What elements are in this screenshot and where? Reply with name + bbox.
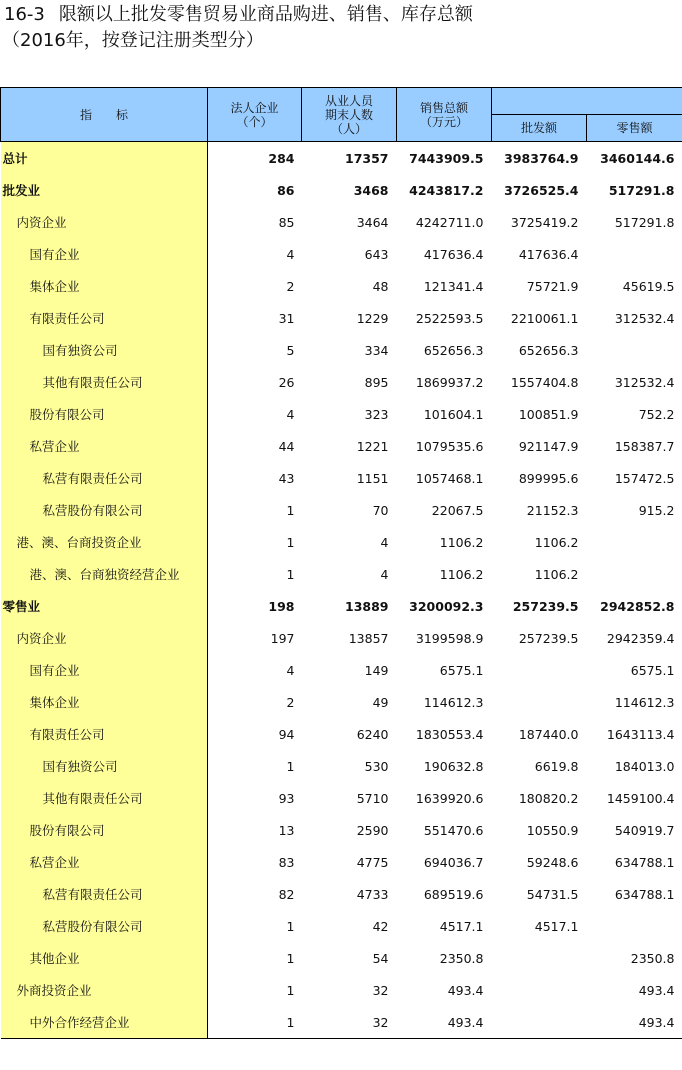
cell-employees: 6240 bbox=[356, 726, 389, 742]
cell-units: 26 bbox=[278, 374, 295, 390]
cell-employees: 3468 bbox=[353, 182, 389, 198]
cell-employees: 334 bbox=[364, 342, 389, 358]
cell-wholesale: 1106.2 bbox=[534, 534, 579, 550]
cell-retail bbox=[587, 334, 682, 366]
row-indicator: 其他有限责任公司 bbox=[1, 366, 208, 398]
cell-retail: 114612.3 bbox=[614, 694, 675, 710]
cell-units: 13 bbox=[278, 822, 295, 838]
cell-units: 93 bbox=[278, 790, 295, 806]
statistics-table bbox=[0, 87, 682, 1039]
cell-employees: 42 bbox=[372, 918, 389, 934]
cell-retail: 3460144.6 bbox=[600, 150, 675, 166]
table-row bbox=[1, 686, 682, 718]
header-wholesale: 批发额 bbox=[492, 115, 587, 142]
row-indicator: 集体企业 bbox=[1, 270, 208, 302]
header-employees bbox=[302, 88, 397, 142]
row-indicator: 中外合作经营企业 bbox=[1, 1006, 208, 1039]
row-indicator: 私营股份有限公司 bbox=[1, 910, 208, 942]
cell-retail bbox=[587, 558, 682, 590]
cell-employees: 895 bbox=[364, 374, 389, 390]
cell-units: 4 bbox=[286, 246, 295, 262]
row-indicator: 零售业 bbox=[1, 590, 208, 622]
cell-wholesale: 6619.8 bbox=[534, 758, 579, 774]
cell-wholesale: 54731.5 bbox=[526, 886, 579, 902]
row-indicator: 内资企业 bbox=[1, 206, 208, 238]
cell-retail: 634788.1 bbox=[614, 854, 675, 870]
table-row bbox=[1, 302, 682, 334]
cell-sales: 493.4 bbox=[447, 982, 484, 998]
cell-employees: 2590 bbox=[356, 822, 389, 838]
cell-employees: 149 bbox=[364, 662, 389, 678]
cell-employees: 32 bbox=[302, 1006, 397, 1039]
cell-sales: 1106.2 bbox=[439, 566, 484, 582]
row-indicator: 私营有限责任公司 bbox=[1, 878, 208, 910]
cell-sales: 4242711.0 bbox=[415, 214, 484, 230]
cell-wholesale: 2210061.1 bbox=[510, 310, 579, 326]
cell-units: 4 bbox=[286, 406, 295, 422]
cell-units: 43 bbox=[278, 470, 295, 486]
cell-units: 1 bbox=[286, 566, 295, 582]
cell-employees: 49 bbox=[372, 694, 389, 710]
table-header bbox=[1, 88, 682, 142]
cell-employees: 48 bbox=[372, 278, 389, 294]
cell-retail: 493.4 bbox=[587, 1006, 682, 1039]
cell-sales: 121341.4 bbox=[423, 278, 484, 294]
table-subtitle: （2016年，按登记注册类型分） bbox=[2, 30, 264, 51]
cell-employees: 1221 bbox=[356, 438, 389, 454]
cell-employees: 1229 bbox=[356, 310, 389, 326]
cell-wholesale: 921147.9 bbox=[518, 438, 579, 454]
cell-sales: 7443909.5 bbox=[409, 150, 484, 166]
header-sales-total-text: 销售总额 （万元） bbox=[419, 100, 468, 129]
row-indicator: 股份有限公司 bbox=[1, 814, 208, 846]
row-indicator: 私营有限责任公司 bbox=[1, 462, 208, 494]
cell-retail: 2942359.4 bbox=[606, 630, 675, 646]
cell-employees: 70 bbox=[372, 502, 389, 518]
cell-retail: 915.2 bbox=[638, 502, 675, 518]
cell-wholesale: 21152.3 bbox=[526, 502, 579, 518]
table-row bbox=[1, 942, 682, 974]
table-row bbox=[1, 654, 682, 686]
cell-retail: 158387.7 bbox=[614, 438, 675, 454]
row-indicator: 内资企业 bbox=[1, 622, 208, 654]
table-row bbox=[1, 462, 682, 494]
cell-retail: 517291.8 bbox=[614, 214, 675, 230]
cell-sales: 493.4 bbox=[397, 1006, 492, 1039]
header-legal-units-text: 法人企业 （个） bbox=[230, 100, 279, 129]
cell-employees: 32 bbox=[372, 982, 389, 998]
cell-sales: 22067.5 bbox=[431, 502, 484, 518]
cell-sales: 190632.8 bbox=[423, 758, 484, 774]
cell-units: 1 bbox=[286, 950, 295, 966]
cell-retail: 634788.1 bbox=[614, 886, 675, 902]
cell-sales: 689519.6 bbox=[423, 886, 484, 902]
cell-retail: 184013.0 bbox=[614, 758, 675, 774]
table-row bbox=[1, 334, 682, 366]
cell-retail: 6575.1 bbox=[630, 662, 675, 678]
cell-wholesale: 652656.3 bbox=[518, 342, 579, 358]
table-row bbox=[1, 782, 682, 814]
cell-wholesale bbox=[492, 942, 587, 974]
row-indicator: 批发业 bbox=[1, 174, 208, 206]
cell-retail: 752.2 bbox=[638, 406, 675, 422]
cell-wholesale: 257239.5 bbox=[518, 630, 579, 646]
table-row bbox=[1, 622, 682, 654]
table-row bbox=[1, 558, 682, 590]
cell-units: 1 bbox=[286, 982, 295, 998]
table-body bbox=[1, 142, 682, 1039]
cell-wholesale: 187440.0 bbox=[518, 726, 579, 742]
cell-employees: 54 bbox=[372, 950, 389, 966]
cell-units: 4 bbox=[286, 662, 295, 678]
cell-employees: 643 bbox=[364, 246, 389, 262]
cell-sales: 1057468.1 bbox=[415, 470, 484, 486]
cell-sales: 3199598.9 bbox=[415, 630, 484, 646]
cell-wholesale bbox=[492, 1006, 587, 1039]
cell-employees: 17357 bbox=[345, 150, 389, 166]
header-indicator: 指 标 bbox=[1, 88, 208, 142]
cell-employees: 4 bbox=[380, 534, 389, 550]
cell-employees: 4733 bbox=[356, 886, 389, 902]
table-row bbox=[1, 270, 682, 302]
row-indicator: 国有企业 bbox=[1, 238, 208, 270]
cell-wholesale: 1557404.8 bbox=[510, 374, 579, 390]
cell-employees: 530 bbox=[364, 758, 389, 774]
cell-units: 1 bbox=[286, 758, 295, 774]
row-indicator: 集体企业 bbox=[1, 686, 208, 718]
cell-units: 1 bbox=[286, 502, 295, 518]
cell-sales: 6575.1 bbox=[439, 662, 484, 678]
header-sales-group bbox=[492, 88, 682, 115]
cell-wholesale bbox=[492, 974, 587, 1006]
row-indicator: 国有独资公司 bbox=[1, 750, 208, 782]
cell-sales: 1830553.4 bbox=[415, 726, 484, 742]
cell-units: 94 bbox=[278, 726, 295, 742]
cell-wholesale: 899995.6 bbox=[518, 470, 579, 486]
row-indicator: 私营企业 bbox=[1, 430, 208, 462]
cell-wholesale: 100851.9 bbox=[518, 406, 579, 422]
cell-sales: 2522593.5 bbox=[415, 310, 484, 326]
cell-units: 1 bbox=[286, 534, 295, 550]
cell-employees: 4775 bbox=[356, 854, 389, 870]
table-row bbox=[1, 878, 682, 910]
cell-retail: 1643113.4 bbox=[606, 726, 675, 742]
cell-wholesale: 257239.5 bbox=[512, 598, 579, 614]
row-indicator: 私营企业 bbox=[1, 846, 208, 878]
cell-retail bbox=[587, 526, 682, 558]
cell-wholesale: 180820.2 bbox=[518, 790, 579, 806]
cell-units: 82 bbox=[278, 886, 295, 902]
cell-wholesale bbox=[492, 654, 587, 686]
cell-units: 198 bbox=[268, 598, 295, 614]
cell-wholesale: 3725419.2 bbox=[510, 214, 579, 230]
row-indicator: 私营股份有限公司 bbox=[1, 494, 208, 526]
cell-units: 86 bbox=[277, 182, 295, 198]
cell-employees: 323 bbox=[364, 406, 389, 422]
cell-units: 2 bbox=[286, 694, 295, 710]
cell-sales: 101604.1 bbox=[423, 406, 484, 422]
cell-retail: 517291.8 bbox=[608, 182, 675, 198]
cell-retail: 2942852.8 bbox=[600, 598, 675, 614]
cell-employees: 3464 bbox=[356, 214, 389, 230]
cell-sales: 114612.3 bbox=[423, 694, 484, 710]
table-row bbox=[1, 590, 682, 622]
row-indicator: 港、澳、台商独资经营企业 bbox=[1, 558, 208, 590]
cell-sales: 1079535.6 bbox=[415, 438, 484, 454]
cell-wholesale: 3983764.9 bbox=[504, 150, 579, 166]
cell-wholesale: 75721.9 bbox=[526, 278, 579, 294]
header-legal-units bbox=[208, 88, 302, 142]
cell-units: 85 bbox=[278, 214, 295, 230]
cell-wholesale: 10550.9 bbox=[526, 822, 579, 838]
cell-sales: 1869937.2 bbox=[415, 374, 484, 390]
row-indicator: 国有独资公司 bbox=[1, 334, 208, 366]
cell-employees: 5710 bbox=[356, 790, 389, 806]
cell-wholesale: 3726525.4 bbox=[504, 182, 579, 198]
table-row bbox=[1, 910, 682, 942]
table-row bbox=[1, 142, 682, 175]
cell-sales: 551470.6 bbox=[423, 822, 484, 838]
table-title bbox=[4, 2, 473, 27]
table-row bbox=[1, 366, 682, 398]
cell-units: 2 bbox=[286, 278, 295, 294]
cell-units: 284 bbox=[268, 150, 295, 166]
cell-sales: 1106.2 bbox=[439, 534, 484, 550]
table-number: 16-3 bbox=[4, 4, 45, 25]
cell-units: 83 bbox=[278, 854, 295, 870]
cell-sales: 694036.7 bbox=[423, 854, 484, 870]
table-row bbox=[1, 974, 682, 1006]
table-row bbox=[1, 750, 682, 782]
cell-retail: 312532.4 bbox=[614, 374, 675, 390]
table-row bbox=[1, 718, 682, 750]
cell-retail: 2350.8 bbox=[630, 950, 675, 966]
table-row bbox=[1, 238, 682, 270]
cell-retail bbox=[587, 238, 682, 270]
cell-sales: 417636.4 bbox=[423, 246, 484, 262]
cell-units: 1 bbox=[208, 1006, 302, 1039]
row-indicator: 外商投资企业 bbox=[1, 974, 208, 1006]
cell-units: 197 bbox=[270, 630, 295, 646]
table-row bbox=[1, 430, 682, 462]
header-sales-total bbox=[397, 88, 492, 142]
cell-units: 31 bbox=[278, 310, 295, 326]
cell-wholesale: 417636.4 bbox=[518, 246, 579, 262]
cell-sales: 652656.3 bbox=[423, 342, 484, 358]
cell-retail: 540919.7 bbox=[614, 822, 675, 838]
cell-retail: 157472.5 bbox=[614, 470, 675, 486]
cell-sales: 3200092.3 bbox=[409, 598, 484, 614]
cell-retail bbox=[587, 910, 682, 942]
cell-units: 1 bbox=[286, 918, 295, 934]
row-indicator: 总计 bbox=[1, 142, 208, 175]
cell-wholesale bbox=[492, 686, 587, 718]
row-indicator: 国有企业 bbox=[1, 654, 208, 686]
row-indicator: 港、澳、台商投资企业 bbox=[1, 526, 208, 558]
header-employees-text: 从业人员 期末人数 （人） bbox=[324, 93, 373, 136]
table-row bbox=[1, 846, 682, 878]
cell-sales: 2350.8 bbox=[439, 950, 484, 966]
cell-wholesale: 1106.2 bbox=[534, 566, 579, 582]
row-indicator: 其他企业 bbox=[1, 942, 208, 974]
table-title-text: 限额以上批发零售贸易业商品购进、销售、库存总额 bbox=[58, 4, 473, 25]
table-row bbox=[1, 398, 682, 430]
table-row bbox=[1, 494, 682, 526]
cell-retail: 1459100.4 bbox=[606, 790, 675, 806]
table-row bbox=[1, 814, 682, 846]
cell-sales: 4243817.2 bbox=[409, 182, 484, 198]
row-indicator: 有限责任公司 bbox=[1, 302, 208, 334]
cell-employees: 4 bbox=[380, 566, 389, 582]
table-row bbox=[1, 526, 682, 558]
row-indicator: 有限责任公司 bbox=[1, 718, 208, 750]
cell-sales: 4517.1 bbox=[439, 918, 484, 934]
row-indicator: 股份有限公司 bbox=[1, 398, 208, 430]
table-row bbox=[1, 206, 682, 238]
cell-sales: 1639920.6 bbox=[415, 790, 484, 806]
cell-units: 44 bbox=[278, 438, 295, 454]
table-row bbox=[1, 1006, 682, 1039]
cell-retail: 493.4 bbox=[638, 982, 675, 998]
cell-units: 5 bbox=[286, 342, 295, 358]
row-indicator: 其他有限责任公司 bbox=[1, 782, 208, 814]
cell-wholesale: 59248.6 bbox=[526, 854, 579, 870]
table-row bbox=[1, 174, 682, 206]
header-retail: 零售额 bbox=[587, 115, 682, 142]
cell-retail: 45619.5 bbox=[622, 278, 675, 294]
cell-employees: 1151 bbox=[356, 470, 389, 486]
cell-employees: 13889 bbox=[345, 598, 389, 614]
cell-employees: 13857 bbox=[348, 630, 389, 646]
cell-retail: 312532.4 bbox=[614, 310, 675, 326]
cell-wholesale: 4517.1 bbox=[534, 918, 579, 934]
